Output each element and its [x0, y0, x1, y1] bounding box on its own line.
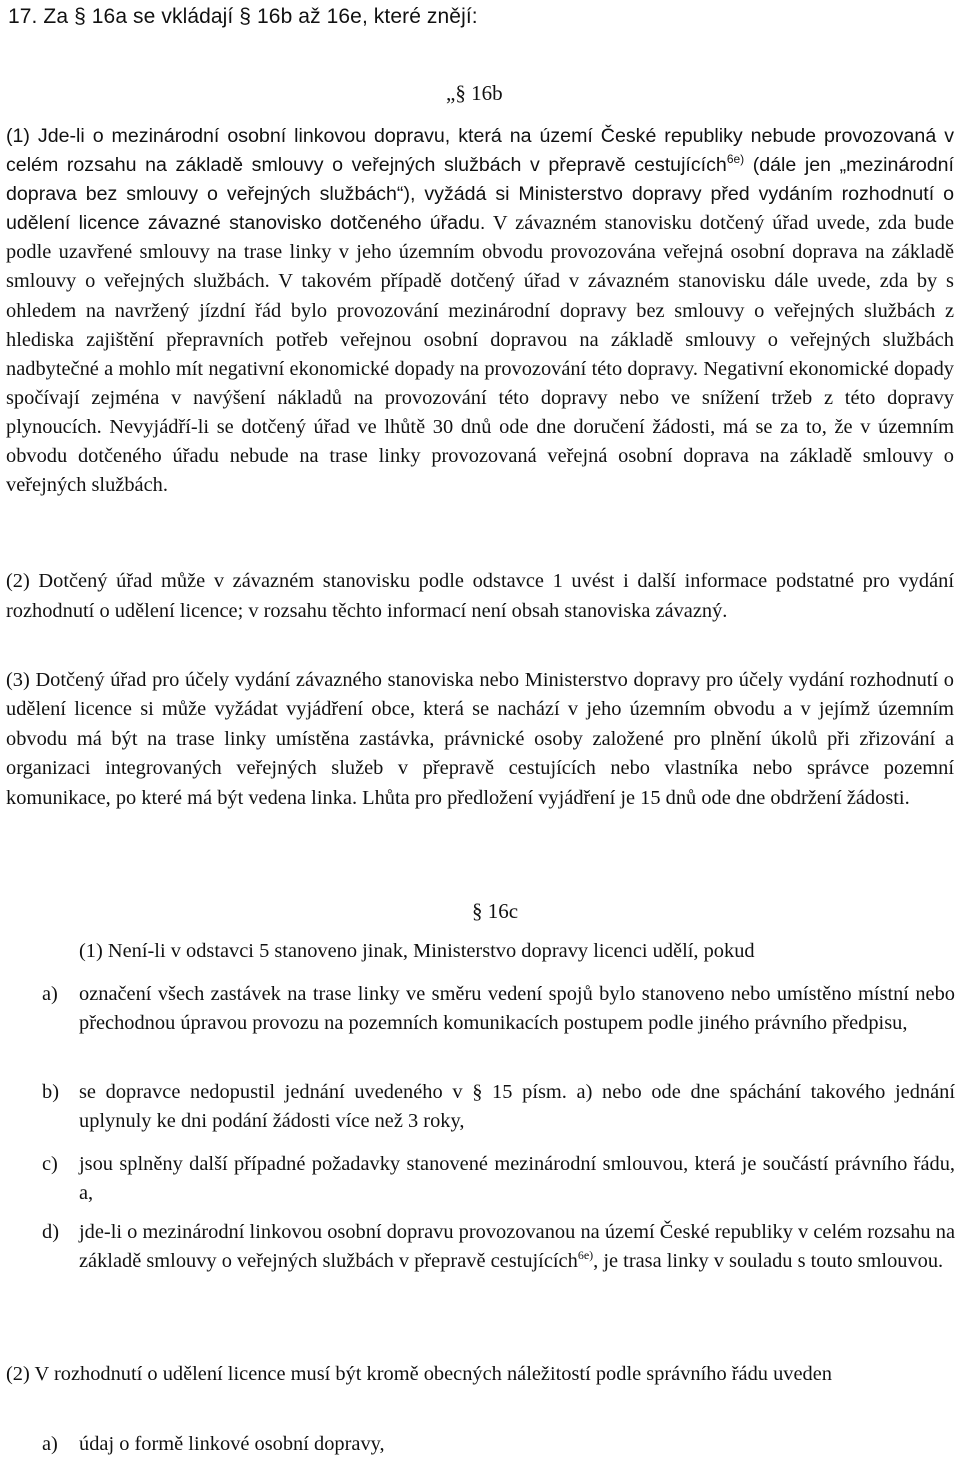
- list-item-a-decision: [42, 1430, 954, 1460]
- paragraph-1-text-start: (1) Jde-li o mezinárodní osobní linkovou dopravu, která na území České republiky nebude provozovaná v celém rozsahu na základě smlouvy o veřejných službách v přepravě cestujících: [6, 125, 954, 177]
- amendment-point-heading: 17. Za § 16a se vkládají § 16b až 16e, které znějí:: [8, 5, 478, 28]
- list-item-text: se dopravce nedopustil jednání uvedeného v § 15 písm. a) nebo ode dne spáchání takového jednání uplynuly ke dni podání žádosti více než 3 roky,: [79, 1081, 955, 1132]
- section-16c-paragraph-1: (1) Není-li v odstavci 5 stanoveno jinak, Ministerstvo dopravy licenci udělí, pokud: [79, 940, 755, 962]
- section-16b-paragraph-3: (3) Dotčený úřad pro účely vydání závazného stanoviska nebo Ministerstvo dopravy pro účely vydání rozhodnutí o udělení licence si může vyžádat vyjádření obce, která se nachází v jeho územním obvodu a v jejímž územním obvodu má být na trase linky umístěna zastávka, právnické osoby založené pro plnění úkolů při zřizování a organizaci integrovaných veřejných služeb v přepravě cestujících nebo vlastníka nebo správce pozemní komunikace, po které má být vedena linka. Lhůta pro předložení vyjádření je 15 dnů ode dne obdržení žádosti.: [6, 669, 954, 809]
- paragraph-1-text-end: V závazném stanovisku dotčený úřad uvede, zda bude podle uzavřené smlouvy na trase linky v jeho územním obvodu provozována veřejná osobní doprava na základě smlouvy o veřejných službách. V takovém případě dotčený úřad v závazném stanovisku dále uvede, zda by s ohledem na navržený jízdní řád bylo provozování mezinárodní dopravy bez smlouvy o veřejných službách z hlediska zajištění přepravních potřeb veřejnou osobní dopravou na základě smlouvy o veřejných službách nadbytečné a mohlo mít negativní ekonomické dopady na provozování této dopravy. Negativní ekonomické dopady spočívají zejména v navýšení nákladů na provozování této dopravy nebo ve snížení tržeb z této dopravy plynoucích. Nevyjádří-li se dotčený úřad ve lhůtě 30 dnů ode dne doručení žádosti, má se za to, že v územním obvodu dotčeného úřadu nebude na trase linky provozovaná veřejná osobní doprava na základě smlouvy o veřejných službách.: [6, 212, 954, 497]
- list-item-d: [42, 1218, 954, 1308]
- section-16b-paragraph-1: [6, 122, 954, 500]
- list-item-text: označení všech zastávek na trase linky ve směru vedení spojů bylo stanoveno nebo umístěno místní nebo přechodnou úpravou provozu na pozemních komunikacích postupem podle jiného právního předpisu,: [79, 983, 955, 1034]
- list-item-b: [42, 1078, 954, 1138]
- list-item-text: jsou splněny další případné požadavky stanovené mezinárodní smlouvou, která je součástí právního řádu, a,: [79, 1153, 955, 1204]
- list-item-a: [42, 980, 954, 1070]
- list-item-c: [42, 1150, 954, 1210]
- list-item-text-end: , je trasa linky v souladu s touto smlouvou.: [593, 1250, 944, 1272]
- paragraph-1-text-middle: (dále jen „mezinárodní doprava bez smlouvy o veřejných službách“), vyžádá si Ministerstvo dopravy před vydáním rozhodnutí o udělení licence závazné stanovisko dotčeného úřadu.: [6, 154, 954, 235]
- footnote-reference: 6e): [577, 1248, 594, 1262]
- list-item-text-start: jde-li o mezinárodní linkovou osobní dopravu provozovanou na území České republiky v celém rozsahu na základě smlouvy o veřejných službách v přepravě cestujících: [79, 1221, 955, 1272]
- section-16c-paragraph-2: (2) V rozhodnutí o udělení licence musí být kromě obecných náležitostí podle správního řádu uveden: [6, 1363, 832, 1385]
- list-item-text: [79, 1218, 955, 1276]
- section-16b-title: „§ 16b: [446, 81, 503, 105]
- list-item-letter: c): [42, 1153, 58, 1175]
- list-item-text: údaj o formě linkové osobní dopravy,: [79, 1433, 385, 1455]
- list-item-letter: a): [42, 1433, 58, 1455]
- list-item-letter: b): [42, 1081, 59, 1103]
- list-item-letter: d): [42, 1221, 59, 1243]
- section-16b-paragraph-2: (2) Dotčený úřad může v závazném stanovisku podle odstavce 1 uvést i další informace podstatné pro vydání rozhodnutí o udělení licence; v rozsahu těchto informací není obsah stanoviska závazný.: [6, 570, 954, 622]
- section-16c-title: § 16c: [472, 899, 519, 923]
- list-item-letter: a): [42, 983, 58, 1005]
- footnote-reference: 6e): [726, 152, 745, 167]
